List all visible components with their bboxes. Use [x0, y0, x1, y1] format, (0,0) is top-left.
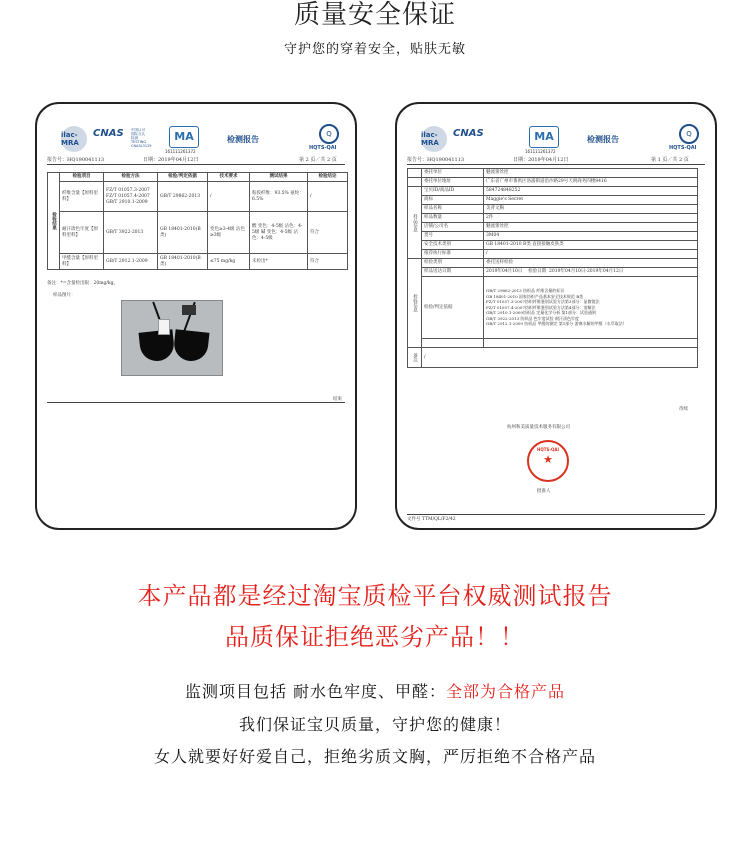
row-value: 魅流蕾丝控: [484, 223, 698, 232]
report-date: 日期：2019年04月12日: [143, 157, 199, 163]
headline-1: 本产品都是经过淘宝质检平台权威测试报告: [137, 582, 613, 610]
bra-cup-right: [173, 329, 210, 362]
side-label: 检验结果: [48, 173, 60, 270]
table-row: [408, 250, 698, 259]
row-value: GB 18401-2010 B类 直接接触皮肤类: [484, 241, 698, 250]
table-cell: 符合: [308, 254, 348, 270]
report-heading: 检测报告: [227, 135, 259, 144]
divider: [407, 164, 705, 165]
company-name: 杭州和美质量技术服务有限公司: [507, 425, 570, 430]
side-label: 检验信息: [408, 259, 422, 348]
cma-logo-icon: MA: [169, 126, 199, 148]
test-report-page-1: [395, 102, 717, 530]
table-header-cell: 技术要求: [208, 173, 250, 182]
test-items-highlight: 全部为合格产品: [446, 682, 566, 701]
row-label: 宝贝ID/商品ID: [422, 187, 484, 196]
table-row: [408, 259, 698, 268]
report-heading: 检测报告: [587, 135, 619, 144]
page-subtitle: 守护您的穿着安全，贴肤无敏: [283, 42, 466, 57]
table-cell: GB 18401-2010(B类): [158, 212, 208, 254]
table-cell: 甲醛含量【原料里料】: [60, 254, 104, 270]
row-label: 样品数量: [422, 214, 484, 223]
results-table: [47, 172, 348, 270]
row-value: /: [484, 250, 698, 259]
certification-logos: [411, 122, 711, 154]
divider: [47, 402, 345, 403]
sample-label: 样品图片：: [53, 293, 76, 298]
table-cell: FZ/T 01057.3-2007 FZ/T 01057.4-2007 GB/T 2910.1-2009: [104, 182, 158, 212]
table-cell: 酸 变色：4-5级 沾色：4-5级 碱 变色：4-5级 沾色：4-5级: [250, 212, 308, 254]
hqts-logo-icon: Q: [679, 124, 699, 144]
table-cell: 粘胶纤维：93.5% 氨纶：6.5%: [250, 182, 308, 212]
side-label: 样品信息: [408, 187, 422, 259]
row-label: 货号: [422, 232, 484, 241]
test-report-page-2: [35, 102, 357, 530]
table-row: [48, 182, 348, 212]
hqts-logo-text: HQTS-QAI: [309, 145, 337, 151]
table-header-cell: 测试结果: [250, 173, 308, 182]
row-value: 魅流蕾丝控: [484, 169, 698, 178]
row-label: 样品送达日期: [422, 268, 484, 277]
table-row: [408, 223, 698, 232]
row-value: 委托送样检验: [484, 259, 698, 268]
row-value: 584724848252: [484, 187, 698, 196]
table-cell: 纤维含量【原料里料】: [60, 182, 104, 212]
row-label: 检验类别: [422, 259, 484, 268]
table-row: [408, 268, 698, 277]
table-row: [408, 187, 698, 196]
row-label: 委托单位地址: [422, 178, 484, 187]
row-value: 美背文胸: [484, 205, 698, 214]
test-items-line: [0, 679, 750, 702]
cnas-logo-icon: CNAS: [93, 128, 124, 139]
quality-promise: 我们保证宝贝质量，守护您的健康！: [238, 715, 511, 734]
table-row: 备注 /: [408, 348, 698, 368]
row-label: 商标: [422, 196, 484, 205]
remark: 备注：*=含量检出限：20mg/kg。: [47, 281, 119, 286]
table-cell: /: [308, 182, 348, 212]
table-cell: GB/T 2912.1-2009: [104, 254, 158, 270]
cma-number: 161111261372: [165, 149, 196, 154]
cma-logo-icon: MA: [529, 126, 559, 148]
row-value: 3M04: [484, 232, 698, 241]
divider: [407, 514, 705, 515]
row-label: 店铺/公司名: [422, 223, 484, 232]
sample-photo: [121, 300, 223, 376]
row-value: 2019年04月10日 检验日期 2019年04月10日-2019年04月12日: [484, 268, 698, 277]
table-row: [408, 205, 698, 214]
report-number: 报告号：HQ190041113: [407, 157, 465, 163]
end-mark: 待续: [679, 407, 688, 412]
cnas-logo-caption: 中国认可 国际互认 检测 TESTING CNASL3129: [131, 128, 152, 148]
table-cell: 耐汗渍色牢度【原料里料】: [60, 212, 104, 254]
cma-number: 161111261372: [525, 149, 556, 154]
table-row: [408, 214, 698, 223]
signer-label: 批准人: [537, 489, 551, 494]
sample-info-table: [407, 168, 698, 368]
basis-list: GB/T 29862-2013 纺织品 纤维含量的标识 GB 18401-2010 国家纺织产品基本安全技术规范 B类 FZ/T 01057.3-2007纺织纤维鉴别试验方法第3部分：显微镜法 FZ/T 01057.4-2007纺织纤维鉴别试验方法第4部分：溶解法 GB/T 2910.1-2009纺织品 定量化学分析 第1部分：试验通则 GB/T 3922-2013 纺织品 色牢度试验 耐汗渍色牢度 GB/T 2912.1-2009 纺织品 甲醛的测定 第1部分 游离水解的甲醛（水萃取法）: [484, 277, 698, 339]
table-row: [408, 196, 698, 205]
table-row: [408, 241, 698, 250]
table-row: [408, 232, 698, 241]
table-row: [408, 169, 698, 178]
table-row: [408, 277, 698, 339]
row-value: Maggie's Secret: [484, 196, 698, 205]
table-cell: GB 18401-2010(B类): [158, 254, 208, 270]
end-mark: 结束: [333, 397, 342, 402]
ilac-mra-logo-icon: ilac-MRA: [421, 126, 447, 152]
table-header-cell: 检验/判定依据: [158, 173, 208, 182]
table-row: [408, 178, 698, 187]
row-label: 检验/判定依据: [422, 277, 484, 339]
row-value: 2件: [484, 214, 698, 223]
table-row: [48, 212, 348, 254]
table-cell: GB/T 29862-2013: [158, 182, 208, 212]
table-row: [48, 254, 348, 270]
table-cell: ≤75 mg/kg: [208, 254, 250, 270]
headline-2: 品质保证拒绝恶劣产品！！: [225, 623, 525, 651]
table-header-cell: 检验项目: [60, 173, 104, 182]
table-header-row: [48, 173, 348, 182]
table-header-cell: 检验方法: [104, 173, 158, 182]
table-cell: 符合: [308, 212, 348, 254]
hqts-logo-text: HQTS-QAI: [669, 145, 697, 151]
footer-code: 文件号 TTM/QL/F2/42: [407, 517, 456, 522]
certification-logos: [51, 122, 351, 154]
row-label: 委托单位: [422, 169, 484, 178]
table-row: [408, 339, 698, 348]
table-header-cell: 检验结论: [308, 173, 348, 182]
hqts-logo-icon: Q: [319, 124, 339, 144]
slogan: 女人就要好好爱自己，拒绝劣质文胸，严厉拒绝不合格产品: [153, 747, 596, 766]
page-title: 质量安全保证: [293, 0, 456, 30]
test-items-prefix: 监测项目包括 耐水色牢度、甲醛：: [184, 682, 447, 701]
row-label: 样品名称: [422, 205, 484, 214]
row-label: 推荐执行标准: [422, 250, 484, 259]
report-date: 日期：2019年04月12日: [513, 157, 569, 163]
page-number: 第 2 页／共 2 页: [299, 157, 337, 163]
side-label: 备注: [408, 348, 422, 368]
ilac-mra-logo-icon: ilac-MRA: [61, 126, 87, 152]
report-number: 报告号：HQ190041113: [47, 157, 105, 163]
divider: [47, 164, 345, 165]
label-tag: [182, 305, 196, 315]
official-stamp-icon: HQTS-QAI ★: [527, 440, 569, 482]
page-number: 第 1 页／共 2 页: [651, 157, 689, 163]
cnas-logo-icon: CNAS: [453, 128, 484, 139]
row-label: 安全技术类别: [422, 241, 484, 250]
table-cell: /: [208, 182, 250, 212]
product-tag: [158, 319, 170, 335]
table-cell: 未检出*: [250, 254, 308, 270]
table-cell: GB/T 3922-2013: [104, 212, 158, 254]
table-cell: 变色≥3-4级 沾色≥3级: [208, 212, 250, 254]
row-value: 广东省广州市番禺区洛浦街道沿沙路29号天朗商务四楼8416: [484, 178, 698, 187]
